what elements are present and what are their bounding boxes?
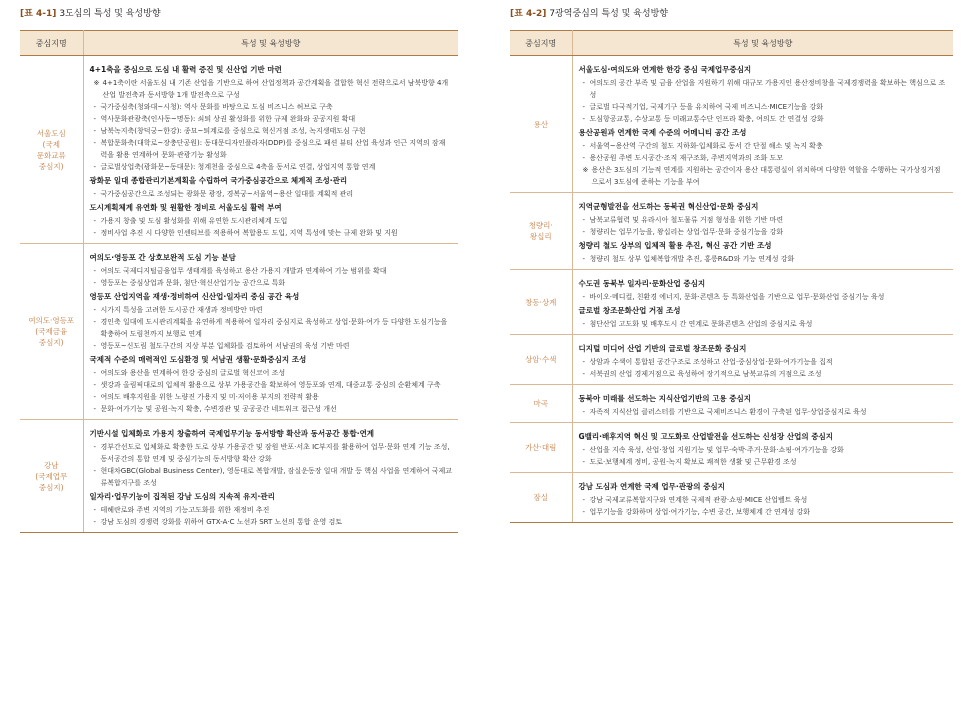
bullet-mark: -: [93, 318, 97, 326]
item-text: 여의도 국제디지털금융업무 생태계를 육성하고 용산 가용지 개발과 연계하여 기능 범위를 확대: [100, 267, 387, 275]
content-cell: [572, 473, 953, 523]
bullet-mark: -: [93, 139, 97, 147]
item-text: 자족적 지식산업 클러스터를 기반으로 국제비즈니스 환경이 구축된 업무·상업중심지로 육성: [589, 408, 867, 416]
block-title: 용산공원과 연계한 국제 수준의 어메니티 공간 조성: [578, 128, 747, 137]
bullet-mark: -: [93, 369, 97, 377]
bullet-item: [90, 379, 453, 391]
block-title: 강남 도심과 연계한 국제 업무·관광의 중심지: [578, 482, 725, 491]
bullet-item: [90, 215, 453, 227]
header-content: 특성 및 육성방향: [572, 31, 953, 56]
item-text: 서울역~용산역 구간의 철도 지하화·입체화로 동서 간 단절 해소 및 녹지 확충: [589, 142, 823, 150]
bullet-item: [90, 304, 453, 316]
bullet-item: [579, 444, 948, 456]
table-4-1: [20, 8, 458, 533]
item-text: 역사문화관광축(인사동~명동): 쇠퇴 상권 활성화를 위한 규제 완화와 공공지원 확대: [100, 115, 356, 123]
content-cell: [572, 193, 953, 270]
item-text: 바이오·메디컬, 친환경 에너지, 문화·콘텐츠 등 특화산업을 기반으로 업무·문화산업 중심기능 육성: [589, 293, 885, 301]
region-name: 용산: [533, 119, 548, 129]
region-subtitle: 중심지): [38, 161, 64, 171]
bullet-mark: -: [93, 443, 97, 451]
bullet-item: [579, 406, 948, 418]
bullet-mark: -: [93, 127, 97, 135]
item-text: 영등포~신도림 철도구간의 지상 부분 입체화를 검토하여 서남권의 육성 기반 마련: [100, 342, 350, 350]
bullet-mark: -: [93, 267, 97, 275]
bullet-item: [90, 101, 453, 113]
item-text: 글로벌 다국적기업, 국제기구 등을 유치하여 국제 비즈니스·MICE기능을 강화: [589, 103, 824, 111]
item-text: 여의도와 용산을 연계하여 한강 중심의 글로벌 혁신코어 조성: [100, 369, 286, 377]
block-title: 영등포 산업지역을 재생·정비하여 신산업·일자리 중심 공간 육성: [89, 292, 300, 301]
content-cell: [83, 56, 458, 244]
bullet-item: [579, 506, 948, 518]
header-row: [20, 31, 458, 56]
item-text: 테헤란로와 주변 지역의 기능고도화를 위한 재정비 추진: [100, 506, 270, 514]
block-title: 광화문 일대 종합관리기본계획을 수립하여 국가중심공간으로 체계적 조성·관리: [89, 176, 348, 185]
region-subtitle: 문화교류: [36, 150, 66, 160]
bullet-item: [90, 367, 453, 379]
bullet-item: [579, 253, 948, 265]
bullet-item: [579, 214, 948, 226]
item-text: 시가지 특성을 고려한 도시공간 재생과 정비방안 마련: [100, 306, 263, 314]
item-text: 현대차GBC(Global Business Center), 영동대로 복합개발, 잠실운동장 일대 개발 등 핵심 사업을 연계하여 국제교류복합지구를 조성: [100, 467, 453, 487]
bullet-mark: -: [582, 508, 586, 516]
bullet-item: [90, 340, 453, 352]
bullet-item: [90, 316, 453, 340]
bullet-item: [90, 465, 453, 489]
bullet-item: [90, 161, 453, 173]
bullet-item: [90, 516, 453, 528]
bullet-mark: -: [582, 320, 586, 328]
region-subtitle: 중심지): [38, 482, 64, 492]
block-title: 기반시설 입체화로 가용지 창출하여 국제업무기능 동서방향 확산과 동서공간 통합·연계: [89, 429, 375, 438]
caption-title: 7광역중심의 특성 및 육성방향: [549, 9, 668, 19]
characteristics-table: [510, 30, 953, 523]
bullet-mark: -: [582, 154, 586, 162]
block-title: 도시계획체계 유연화 및 원활한 정비로 서울도심 활력 부여: [89, 203, 282, 212]
item-text: 용산공원 주변 도시공간·조직 재구조화, 주변지역과의 조화 도모: [589, 154, 784, 162]
block-title: 수도권 동북부 일자리·문화산업 중심지: [578, 279, 706, 288]
item-text: 여의도 배후지원을 위한 노량진 가용지 및 미·저이용 부지의 전략적 활용: [100, 393, 319, 401]
item-text: 가용지 창출 및 도심 활성화를 위해 유연한 도시관리체계 도입: [100, 217, 288, 225]
block-title: 지역균형발전을 선도하는 동북권 혁신산업·문화 중심지: [578, 202, 759, 211]
region-name: 여의도·영등포: [28, 316, 75, 325]
bullet-mark: -: [582, 458, 586, 466]
bullet-item: [90, 403, 453, 415]
table-body: [20, 56, 458, 533]
bullet-item: [90, 113, 453, 125]
region-cell: [20, 56, 83, 244]
table-row: [510, 385, 953, 423]
content-cell: [572, 56, 953, 193]
block-title: 여의도·영등포 간 상호보완적 도심 기능 분담: [89, 253, 236, 262]
bullet-mark: -: [582, 142, 586, 150]
bullet-mark: -: [93, 217, 97, 225]
bullet-mark: -: [93, 342, 97, 350]
bullet-mark: -: [93, 393, 97, 401]
bullet-mark: -: [582, 408, 586, 416]
region-subtitle: 중심지): [38, 338, 64, 347]
block-title: 동북아 미래를 선도하는 지식산업기반의 고용 중심지: [578, 394, 751, 403]
item-text: 문화·여가기능 및 공원·녹지 확충, 수변경관 및 공공공간 네트워크 접근성 개선: [100, 405, 337, 413]
region-cell: [510, 473, 572, 523]
bullet-item: [90, 125, 453, 137]
item-text: 강남 도심의 경쟁력 강화를 위하여 GTX-A·C 노선과 SRT 노선의 통합 운영 검토: [100, 518, 343, 526]
header-row: [510, 31, 953, 56]
block-title: 일자리·업무기능이 집적된 강남 도심의 지속적 유지·관리: [89, 492, 275, 501]
table-4-2: [510, 8, 953, 523]
characteristics-table: [20, 30, 458, 533]
bullet-item: [579, 356, 948, 368]
bullet-mark: -: [582, 293, 586, 301]
region-name: 강남: [44, 460, 59, 470]
bullet-mark: -: [93, 306, 97, 314]
bullet-mark: -: [582, 496, 586, 504]
item-text: 업무기능을 강화하며 상업·여가기능, 수변 공간, 보행체계 간 연계성 강화: [589, 508, 811, 516]
bullet-item: [90, 391, 453, 403]
caption-number: [표 4-2]: [510, 9, 547, 19]
region-name: 서울도심: [36, 128, 66, 138]
bullet-item: [90, 504, 453, 516]
content-cell: [572, 423, 953, 473]
item-text: 산업을 지속 육성, 산업·창업 지원기능 및 업무·숙박·주거·문화·쇼핑·여가기능을 강화: [589, 446, 844, 454]
bullet-mark: -: [582, 103, 586, 111]
bullet-mark: -: [93, 467, 97, 475]
region-cell: [510, 270, 572, 335]
bullet-item: [90, 137, 453, 161]
bullet-item: [90, 441, 453, 465]
item-text: 글로벌상업축(광화문~동대문): 청계천을 중심으로 4축을 동서로 연결, 상업지역 통합 연계: [100, 163, 376, 171]
region-cell: [20, 420, 83, 533]
item-text: 서북권의 산업 경제거점으로 육성하여 장기적으로 남북교류의 거점으로 조성: [589, 370, 822, 378]
item-text: 용산은 3도심의 기능적 연계를 지원하는 공간이자 용산 대통령실이 위치하며 다양한 역할을 수행하는 국가상징거점으로서 3도심에 준하는 기능을 부여: [591, 166, 941, 186]
item-text: 남북교류협력 및 유라시아 철도물류 거점 형성을 위한 기반 마련: [589, 216, 784, 224]
item-text: 도심항공교통, 수상교통 등 미래교통수단 인프라 확충, 여의도 간 연결성 강화: [589, 115, 824, 123]
item-text: 남북녹지축(창덕궁~한강): 종묘~퇴계로를 중심으로 혁신거점 조성, 녹지생태도심 구현: [100, 127, 366, 135]
item-text: 여의도의 공간 부족 및 금융 산업을 지원하기 위해 대규모 가용지인 용산정비창을 국제경쟁력을 확보하는 핵심으로 조성: [589, 79, 946, 99]
item-text: 청량리는 업무기능을, 왕십리는 상업·업무·문화 중심기능을 강화: [589, 228, 784, 236]
block-title: 서울도심·여의도와 연계한 한강 중심 국제업무중심지: [578, 65, 752, 74]
region-subtitle: (국제금융: [35, 327, 68, 336]
bullet-item: [579, 456, 948, 468]
bullet-mark: -: [93, 279, 97, 287]
bullet-mark: -: [93, 381, 97, 389]
bullet-mark: -: [582, 228, 586, 236]
bullet-mark: -: [93, 103, 97, 111]
caption-number: [표 4-1]: [20, 9, 57, 19]
bullet-item: [90, 277, 453, 289]
region-name: 마곡: [533, 399, 548, 408]
region-name: 가산·대림: [525, 443, 557, 452]
bullet-mark: -: [93, 518, 97, 526]
bullet-mark: -: [93, 405, 97, 413]
region-cell: [510, 385, 572, 423]
table-caption: [510, 8, 953, 22]
bullet-mark: -: [93, 190, 97, 198]
header-region: 중심지명: [20, 31, 83, 56]
block-title: 국제적 수준의 매력적인 도심환경 및 서남권 생활·문화중심지 조성: [89, 355, 307, 364]
bullet-item: [579, 368, 948, 380]
block-title: 디지털 미디어 산업 기반의 글로벌 창조문화 중심지: [578, 344, 747, 353]
table-row: [20, 244, 458, 420]
bullet-mark: ※: [582, 166, 589, 174]
caption-title: 3도심의 특성 및 육성방향: [59, 9, 161, 19]
region-cell: [510, 56, 572, 193]
table-row: [510, 423, 953, 473]
item-text: 영등포는 중심상업과 문화, 첨단·혁신산업기능 공간으로 특화: [100, 279, 286, 287]
item-text: 4+1축이란 서울도심 내 기존 산업을 기반으로 하여 산업정책과 공간계획을 결합한 혁신 전략으로서 남북방향 4개 산업 발전축과 동서방향 1개 발전축으로 구성: [102, 79, 449, 99]
bullet-item: [579, 152, 948, 164]
bullet-item: [90, 227, 453, 239]
bullet-mark: -: [582, 370, 586, 378]
region-subtitle: (국제업무: [35, 471, 68, 481]
table-caption: [20, 8, 458, 22]
item-text: 정비사업 추진 시 다양한 인센티브를 적용하여 복합용도 도입, 지역 특성에 맞는 규제 완화 및 지원: [100, 229, 398, 237]
content-cell: [83, 420, 458, 533]
region-name: 잠실: [533, 493, 548, 502]
content-cell: [83, 244, 458, 420]
bullet-mark: -: [582, 255, 586, 263]
region-name: 청량리·: [528, 221, 553, 230]
header-region: 중심지명: [510, 31, 572, 56]
region-cell: [20, 244, 83, 420]
item-text: 국가중심축(청와대~시청): 역사 문화를 바탕으로 도심 비즈니스 허브로 구축: [100, 103, 333, 111]
bullet-mark: -: [93, 163, 97, 171]
item-text: 샛강과 올림픽대로의 입체적 활용으로 상부 가용공간을 확보하여 영등포와 연계, 대중교통 중심의 순환체계 구축: [100, 381, 441, 389]
bullet-mark: ※: [93, 79, 100, 87]
bullet-item: [579, 494, 948, 506]
bullet-item: [90, 265, 453, 277]
bullet-item: [579, 101, 948, 113]
region-name: 상암·수색: [525, 355, 557, 364]
block-title: 4+1축을 중심으로 도심 내 활력 증진 및 신산업 기반 마련: [89, 65, 282, 74]
note-item: [90, 77, 453, 101]
item-text: 청량리 철도 상부 입체복합개발 추진, 홍릉R&D와 기능 연계성 강화: [589, 255, 795, 263]
block-title: 글로벌 창조문화산업 거점 조성: [578, 306, 681, 315]
table-row: [510, 270, 953, 335]
bullet-mark: -: [582, 446, 586, 454]
content-cell: [572, 335, 953, 385]
region-cell: [510, 423, 572, 473]
item-text: 첨단산업 고도화 및 배후도시 간 연계로 문화콘텐츠 산업의 중심지로 육성: [589, 320, 813, 328]
bullet-mark: -: [582, 216, 586, 224]
header-content: 특성 및 육성방향: [83, 31, 458, 56]
region-cell: [510, 193, 572, 270]
item-text: 국가중심공간으로 조성되는 광화문 광장, 경복궁~서울역~용산 일대를 계획적 관리: [100, 190, 354, 198]
bullet-item: [579, 291, 948, 303]
item-text: 경부간선도로 입체화로 확충한 도로 상부 가용공간 및 잠원 반포·서초 IC부지를 활용하여 업무·문화 연계 기능 조성, 동서공간의 통합 연계 및 중심기능의 동서방향 확산 강화: [100, 443, 450, 463]
bullet-item: [579, 113, 948, 125]
bullet-item: [579, 140, 948, 152]
table-row: [20, 420, 458, 533]
item-text: 강남 국제교류복합지구와 연계한 국제적 관광·쇼핑·MICE 산업벨트 육성: [589, 496, 808, 504]
bullet-mark: -: [93, 115, 97, 123]
table-body: [510, 56, 953, 523]
table-row: [20, 56, 458, 244]
region-cell: [510, 335, 572, 385]
note-item: [579, 164, 948, 188]
content-cell: [572, 385, 953, 423]
table-row: [510, 193, 953, 270]
item-text: 복합문화축(대학로~장충단공원): 동대문디자인플라자(DDP)를 중심으로 패션 뷰티 산업 육성과 인근 지역의 잠재력을 활용 연계하여 문화·관광기능 활성화: [100, 139, 446, 159]
region-subtitle: 왕십리: [529, 232, 552, 241]
block-title: 청량리 철도 상부의 입체적 활용 추진, 혁신 공간 기반 조성: [578, 241, 772, 250]
block-title: G밸리·배후지역 혁신 및 고도화로 산업발전을 선도하는 신성장 산업의 중심지: [578, 432, 833, 441]
bullet-mark: -: [582, 79, 586, 87]
bullet-mark: -: [93, 229, 97, 237]
region-name: 창동·상계: [525, 297, 557, 307]
table-row: [510, 56, 953, 193]
table-row: [510, 473, 953, 523]
region-subtitle: (국제: [42, 139, 60, 149]
item-text: 경인축 일대에 도시관리계획을 유연하게 적용하여 일자리 중심지로 육성하고 상업·문화·여가 등 다양한 도심기능을 확충하여 도림천까지 보행로 연계: [100, 318, 448, 338]
bullet-mark: -: [582, 115, 586, 123]
bullet-mark: -: [93, 506, 97, 514]
bullet-item: [579, 318, 948, 330]
bullet-mark: -: [582, 358, 586, 366]
bullet-item: [90, 188, 453, 200]
item-text: 도로·보행체계 정비, 공원·녹지 확보로 쾌적한 생활 및 근무환경 조성: [589, 458, 797, 466]
content-cell: [572, 270, 953, 335]
bullet-item: [579, 226, 948, 238]
table-row: [510, 335, 953, 385]
bullet-item: [579, 77, 948, 101]
item-text: 상암과 수색이 통합된 공간구조로 조성하고 산업·중심상업·문화·여가기능을 집적: [589, 358, 833, 366]
